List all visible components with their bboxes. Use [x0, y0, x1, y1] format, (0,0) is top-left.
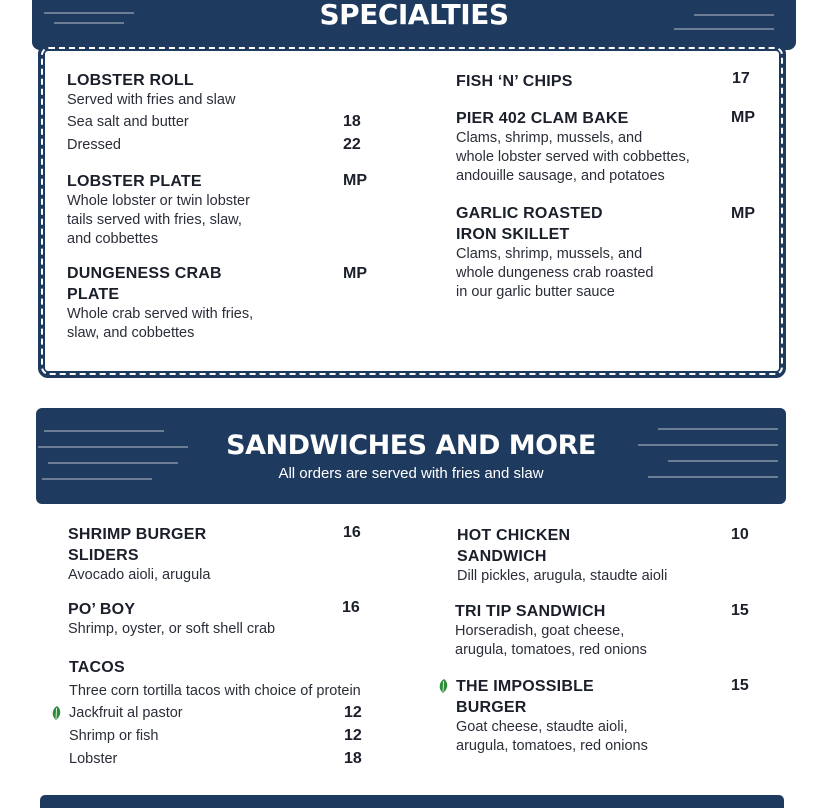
menu-item-shrimp-sliders [68, 524, 348, 585]
item-desc: Three corn tortilla tacos with choice of protein [69, 683, 361, 699]
item-price: 15 [731, 602, 749, 619]
item-desc-line: andouille sausage, and potatoes [456, 168, 665, 184]
next-section-banner [42, 797, 782, 808]
item-name: HOT CHICKEN [457, 527, 571, 544]
item-price: 16 [343, 524, 361, 541]
sandwiches-title: SANDWICHES AND MORE [226, 430, 596, 461]
item-desc-line: Whole crab served with fries, [67, 306, 254, 322]
sandwiches-banner [38, 410, 784, 502]
item-name: SHRIMP BURGER [68, 526, 207, 543]
item-desc-line: Whole lobster or twin lobster [67, 193, 250, 209]
menu-item-hot-chicken [457, 525, 717, 586]
option-label: Sea salt and butter [67, 114, 189, 130]
item-desc-line: whole dungeness crab roasted [456, 265, 654, 281]
option-price: 18 [344, 750, 362, 767]
vegan-leaf-icon [438, 679, 449, 693]
item-desc: Served with fries and slaw [67, 92, 236, 108]
menu-item-fish-chips [456, 71, 716, 92]
specialties-banner [34, 0, 794, 48]
item-name: TRI TIP SANDWICH [455, 603, 606, 620]
item-desc-line: whole lobster served with cobbettes, [456, 149, 690, 165]
menu-item-tri-tip [455, 601, 715, 660]
item-name: SLIDERS [68, 547, 139, 564]
item-desc-line: slaw, and cobbettes [67, 325, 195, 341]
item-desc-line: Clams, shrimp, mussels, and [456, 130, 643, 146]
menu-item-tacos [69, 657, 389, 701]
option-label: Jackfruit al pastor [69, 705, 183, 721]
menu-item-lobster-roll [67, 70, 387, 110]
item-desc-line: Clams, shrimp, mussels, and [456, 246, 643, 262]
option-label: Lobster [69, 751, 118, 767]
menu-item-po-boy [68, 599, 368, 639]
item-name: PO’ BOY [68, 601, 136, 618]
item-desc: Avocado aioli, arugula [68, 567, 211, 583]
vegan-leaf-icon [51, 706, 62, 720]
item-price: 17 [732, 70, 750, 87]
option-price: 12 [344, 704, 362, 721]
item-name: TACOS [69, 659, 125, 676]
item-price: MP [731, 109, 755, 126]
item-name: BURGER [456, 699, 527, 716]
menu-item-lobster-plate [67, 171, 337, 249]
item-price: MP [343, 265, 367, 282]
item-desc-line: in our garlic butter sauce [456, 284, 615, 300]
item-desc-line: arugula, tomatoes, red onions [456, 738, 648, 754]
item-name: IRON SKILLET [456, 226, 570, 243]
item-name: SANDWICH [457, 548, 547, 565]
menu-item-impossible-burger [456, 676, 716, 756]
sandwiches-subtitle: All orders are served with fries and slaw [278, 465, 544, 482]
item-price: 10 [731, 526, 749, 543]
item-price: 16 [342, 599, 360, 616]
item-desc-line: Horseradish, goat cheese, [455, 623, 625, 639]
specialties-title: SPECIALTIES [319, 0, 509, 31]
item-name: DUNGENESS CRAB [67, 265, 222, 282]
item-name: LOBSTER PLATE [67, 173, 202, 190]
item-desc-line: and cobbettes [67, 231, 159, 247]
item-desc-line: Goat cheese, staudte aioli, [456, 719, 628, 735]
menu-item-garlic-skillet [456, 203, 726, 302]
option-price: 18 [343, 113, 361, 130]
item-price: MP [731, 205, 755, 222]
item-name: FISH ‘N’ CHIPS [456, 73, 573, 90]
item-desc: Shrimp, oyster, or soft shell crab [68, 621, 276, 637]
item-price: 15 [731, 677, 749, 694]
option-price: 12 [344, 727, 362, 744]
item-desc-line: arugula, tomatoes, red onions [455, 642, 647, 658]
option-label: Shrimp or fish [69, 728, 159, 744]
item-desc: Dill pickles, arugula, staudte aioli [457, 568, 668, 584]
option-label: Dressed [67, 137, 121, 153]
item-name: GARLIC ROASTED [456, 205, 603, 222]
menu-item-clam-bake [456, 108, 726, 186]
item-name: PIER 402 CLAM BAKE [456, 110, 629, 127]
item-desc-line: tails served with fries, slaw, [67, 212, 242, 228]
item-name: LOBSTER ROLL [67, 72, 194, 89]
item-name: PLATE [67, 286, 120, 303]
item-price: MP [343, 172, 367, 189]
menu-item-dungeness-crab [67, 263, 337, 343]
option-price: 22 [343, 136, 361, 153]
item-name: THE IMPOSSIBLE [456, 678, 594, 695]
